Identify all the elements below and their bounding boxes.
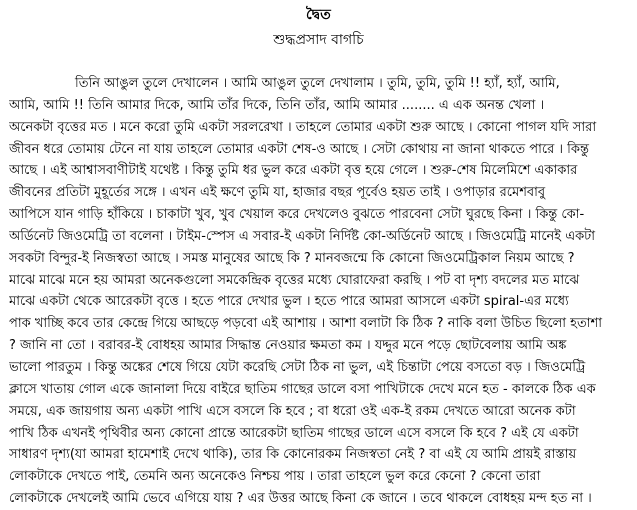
text-line: সবকটা বিন্দুর-ই নিজস্বতা আছে । সমস্ত মানুষের আছে কি ? মানবজন্মে কি কোনো জিওমেট্রিকাল নিয়ম আছে ?	[9, 250, 575, 266]
document-title: দ্বৈত	[306, 7, 331, 23]
text-line: মাঝে মাঝে মনে হয় আমরা অনেকগুলো সমকেন্দ্রিক বৃত্তের মধ্যে ঘোরাফেরা করছি । পট বা দৃশ্য বদলের মত মাঝে	[9, 272, 580, 288]
text-line: আছে । এই আশ্বাসবাণীটাই যথেষ্ট । কিন্তু তুমি ধর ভুল করে একটা বৃত্ত হয়ে গেলে । শুরু-শেষ মিলেমিশে একাকার	[9, 163, 578, 179]
text-line: লোকটাকে দেখতে পাই, তেমনি অন্য অনেকেও নিশ্চয় পায় । তারা তাহলে ভুল করে কেনো ? কেনো তারা	[9, 469, 541, 485]
document-author: শুদ্ধপ্রসাদ বাগচি	[273, 32, 364, 48]
text-line: ক্লাসে খাতায় গোল একে জানালা দিয়ে বাইরে ছাতিম গাছের ডালে বসা পাখিটাকে দেখে মনে হত - কালকে ঠিক এক	[9, 381, 596, 397]
text-line: পাক খাচ্ছি কবে তার কেন্দ্রে গিয়ে আছড়ে পড়বো এই আশায় । আশা বলাটা কি ঠিক ? নাকি বলা উচিত ছিলো হতাশা	[9, 316, 602, 332]
body-paragraph	[9, 73, 635, 510]
text-line: জীবন ধরে তোমায় টেনে না যায় তাহলে তোমার একটা শেষ-ও আছে । সেটা কোথায় না জানা থাকতে পারে । কিন্তু	[9, 141, 589, 157]
text-line: লোকটাকে দেখলেই আমি ভেবে এগিয়ে যায় ? এর উত্তর আছে কিনা কে জানে । তবে থাকলে বোধহয় মন্দ হত না ।	[9, 491, 592, 507]
text-line: অনেকটা বৃত্তের মত । মনে করো তুমি একটা সরলরেখা । তাহলে তোমার একটা শুরু আছে । কোনো পাগল যদি সারা	[9, 119, 597, 135]
text-line: আমি, আমি !! তিনি আমার দিকে, আমি তাঁর দিকে, তিনি তাঁর, আমি আমার ........ এ এক অনন্ত খেলা ।	[9, 97, 545, 113]
text-line: পাখি ঠিক এখনই পৃথিবীর অন্য কোনো প্রান্তে আরেকটা ছাতিম গাছের ডালে এসে বসলে কি হবে ? এই যে একটা	[9, 425, 579, 441]
text-line: সময়ে, এক জায়গায় অন্য একটা পাখি এসে বসলে কি হবে ; বা ধরো ওই এক-ই রকম দেখতে আরো অনেক কটা	[9, 403, 576, 419]
text-line: জীবনের প্রতিটা মুহূর্তের সঙ্গে । এখন এই ক্ষণে তুমি যা, হাজার বছর পূর্বেও হয়ত তাই । ওপাড়ার রমেশবাবু	[9, 185, 546, 201]
text-line: মাঝে একটা থেকে আরেকটা বৃত্তে । হতে পারে দেখার ভুল । হতে পারে আমরা আসলে একটা spiral-এর মধ্যে	[9, 294, 569, 310]
text-line: আপিসে যান গাড়ি হাঁকিয়ে । চাকাটা খুব, খুব খেয়াল করে দেখলেও বুঝতে পারবেনা সেটা ঘুরছে কিনা । কিন্তু কো-	[9, 207, 585, 223]
text-line: সাধারণ দৃশ্য(যা আমরা হামেশাই দেখে থাকি), তার কি কোনোরকম নিজস্বতা নেই ? বা এই যে আমি প্রায়ই রাস্তায়	[9, 447, 577, 463]
text-line: অর্ডিনেট জিওমেট্রি তা বলেনা । টাইম-স্পেস এ সবার-ই একটা নির্দিষ্ট কো-অর্ডিনেট আছে । জিওমেট্রি মানেই একটা	[9, 228, 596, 244]
text-line: ভালো পারতুম । কিন্তু অঙ্কের শেষে গিয়ে যেটা করেছি সেটা ঠিক না ভুল, এই চিন্তাটা পেয়ে বসতো বড় । জিওমেট্রি	[9, 359, 586, 375]
text-line: তিনি আঙুল তুলে দেখালেন । আমি আঙুল তুলে দেখালাম । তুমি, তুমি, তুমি !! হ্যাঁ, হ্যাঁ, আমি,	[75, 76, 560, 91]
text-line: ? জানি না তো । বরাবর-ই বোধহয় আমার সিদ্ধান্ত নেওয়ার ক্ষমতা কম । যদ্দুর মনে পড়ে ছোটবেলায় আমি অঙ্ক	[9, 338, 567, 354]
